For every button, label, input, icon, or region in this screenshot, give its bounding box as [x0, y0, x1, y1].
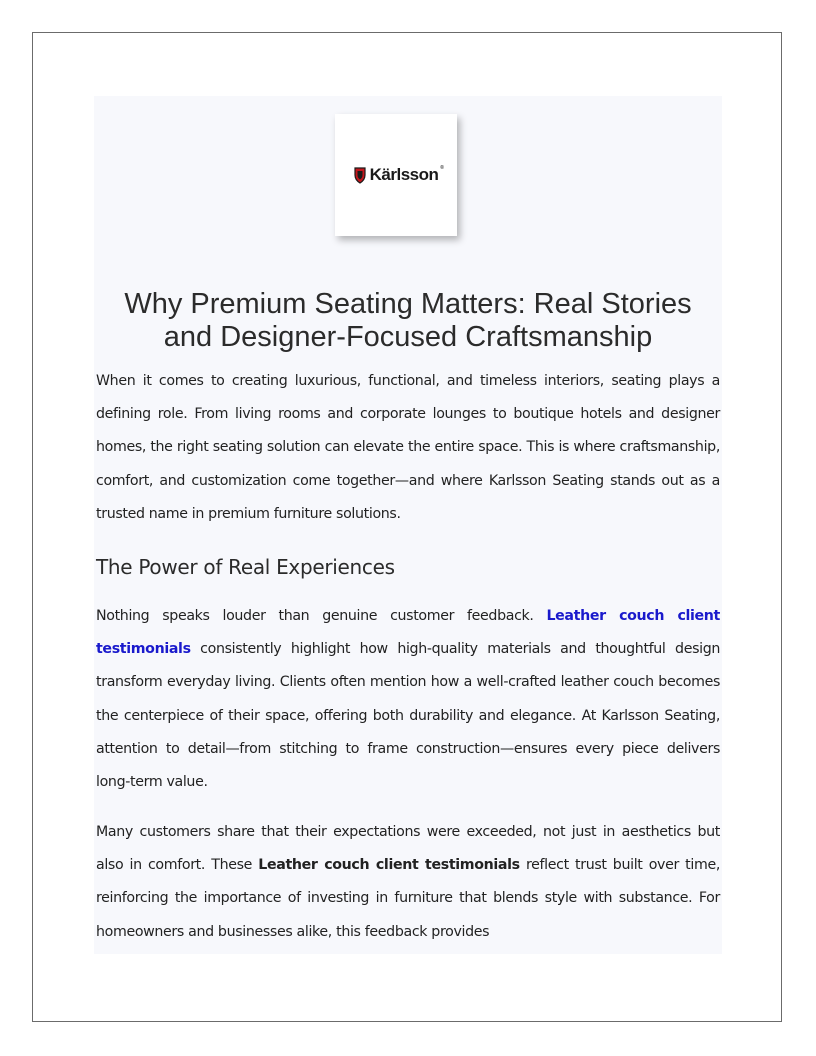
section-heading: The Power of Real Experiences [96, 555, 395, 579]
shield-icon [354, 167, 366, 184]
paragraph-text: Nothing speaks louder than genuine customer feedback. [96, 608, 547, 624]
testimonials-paragraph [96, 600, 720, 799]
registered-mark: ® [440, 165, 444, 171]
paragraph-text: consistently highlight how high-quality materials and thoughtful design transform everyday living. Clients often mention how a well-crafted leather couch becomes the centerpiece of their space, offering both durability and elegance. At Karlsson Seating, attention to detail—from stitching to frame construction—ensures every piece delivers long-term value. [96, 641, 720, 791]
brand-wordmark [369, 165, 444, 185]
intro-paragraph: When it comes to creating luxurious, functional, and timeless interiors, seating plays a defining role. From living rooms and corporate lounges to boutique hotels and designer homes, the right seating solution can elevate the entire space. This is where craftsmanship, comfort, and customization come together—and where Karlsson Seating stands out as a trusted name in premium furniture solutions. [96, 373, 720, 522]
brand-name: Kärlsson [369, 165, 439, 184]
title-line-1: Why Premium Seating Matters: Real Stories [124, 288, 692, 320]
logo-card [335, 114, 457, 236]
customers-paragraph [96, 816, 720, 949]
article-title [94, 288, 722, 354]
testimonials-bold-text: Leather couch client testimonials [258, 857, 520, 874]
testimonials-link[interactable]: Leather couch client testimonials [96, 608, 720, 658]
paragraph-text: Many customers share that their expectations were exceeded, not just in aesthetics but also in comfort. These [96, 824, 720, 874]
title-line-2: and Designer-Focused Craftsmanship [163, 321, 653, 353]
brand-logo [354, 165, 444, 185]
paragraph-text: reflect trust built over time, reinforcing the importance of investing in furniture that blends style with substance. For homeowners and businesses alike, this feedback provides [96, 857, 720, 940]
